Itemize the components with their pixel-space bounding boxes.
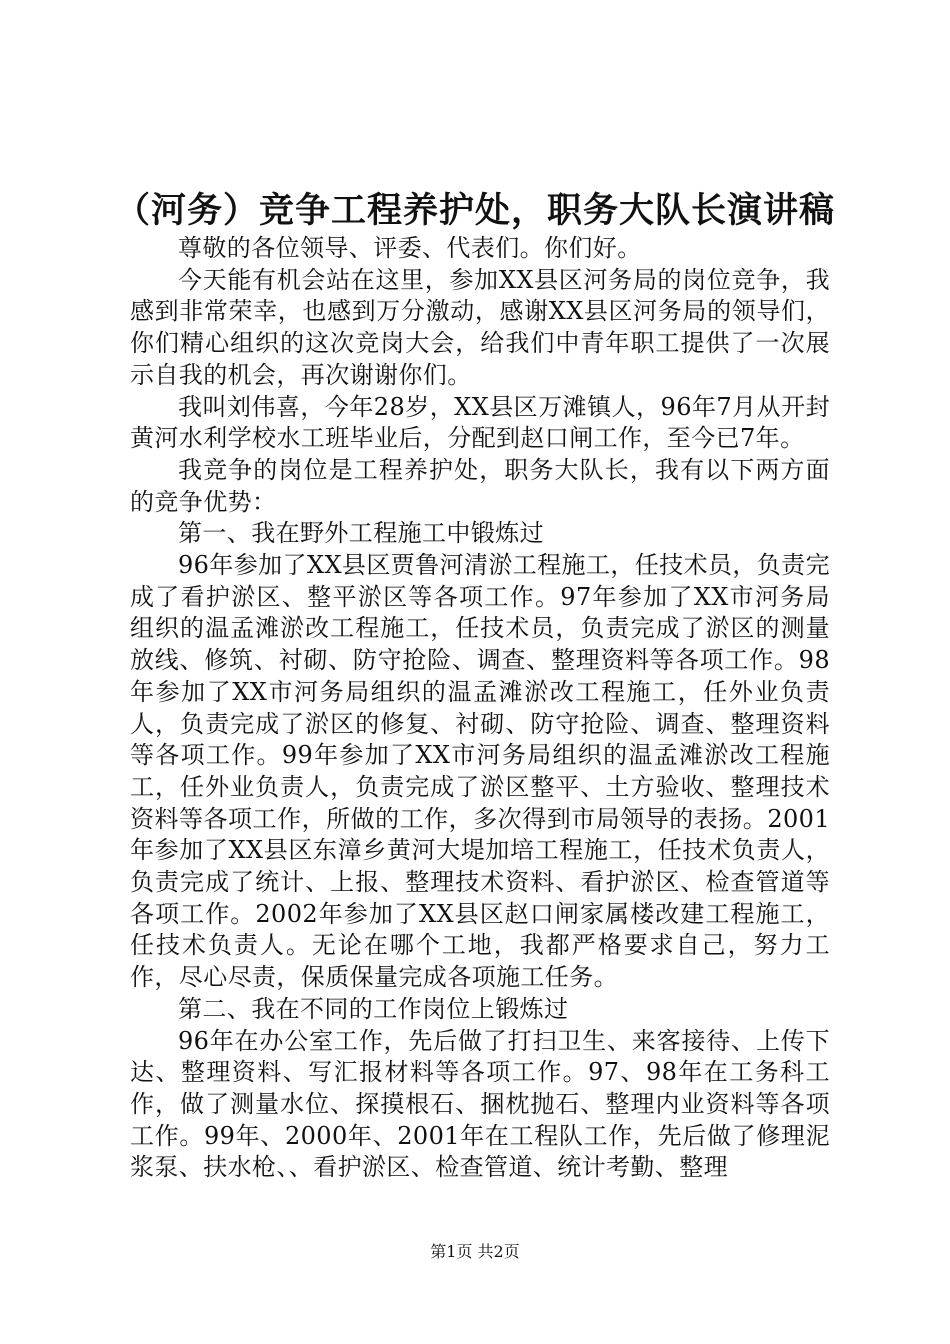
document-body [130,233,830,1184]
page-footer: 第1页 共2页 [430,1242,520,1261]
paragraph-job-experience: 96年在办公室工作，先后做了打扫卫生、来客接待、上传下达、整理资料、写汇报材料等各项工作。97、98年在工务科工作，做了测量水位、探摸根石、捆枕抛石、整理内业资料等各项工作。99年、2000年、2001年在工程队工作，先后做了修理泥浆泵、扶水枪、、看护淤区、检查管道、统计考勤、整理 [130,1026,830,1182]
paragraph-opening: 今天能有机会站在这里，参加XX县区河务局的岗位竞争，我感到非常荣幸，也感到万分激动，感谢XX县区河务局的领导们，你们精心组织的这次竞岗大会，给我们中青年职工提供了一次展示自我的机会，再次谢谢你们。 [130,265,830,389]
paragraph-introduction: 我叫刘伟喜，今年28岁，XX县区万滩镇人，96年7月从开封黄河水利学校水工班毕业后，分配到赵口闸工作，至今已7年。 [130,392,830,453]
document-title: （河务）竞争工程养护处，职务大队长演讲稿 [114,190,835,231]
section-heading-second: 第二、我在不同的工作岗位上锻炼过 [178,994,569,1023]
paragraph-position: 我竞争的岗位是工程养护处，职务大队长，我有以下两方面的竞争优势： [130,455,830,516]
paragraph-field-experience: 96年参加了XX县区贾鲁河清淤工程施工，任技术员，负责完成了看护淤区、整平淤区等各项工作。97年参加了XX市河务局组织的温孟滩淤改工程施工，任技术员，负责完成了淤区的测量放线、修筑、衬砌、防守抢险、调查、整理资料等各项工作。98年参加了XX市河务局组织的温孟滩淤改工程施工，任外业负责人，负责完成了淤区的修复、衬砌、防守抢险、调查、整理资料等各项工作。99年参加了XX市河务局组织的温孟滩淤改工程施工，任外业负责人，负责完成了淤区整平、土方验收、整理技术资料等各项工作，所做的工作，多次得到市局领导的表扬。2001年参加了XX县区东漳乡黄河大堤加培工程施工，任技术负责人，负责完成了统计、上报、整理技术资料、看护淤区、检查管道等各项工作。2002年参加了XX县区赵口闸家属楼改建工程施工，任技术负责人。无论在哪个工地，我都严格要求自己，努力工作，尽心尽责，保质保量完成各项施工任务。 [130,551,830,992]
paragraph-greeting: 尊敬的各位领导、评委、代表们。你们好。 [178,234,642,262]
section-heading-first: 第一、我在野外工程施工中锻炼过 [178,519,544,548]
